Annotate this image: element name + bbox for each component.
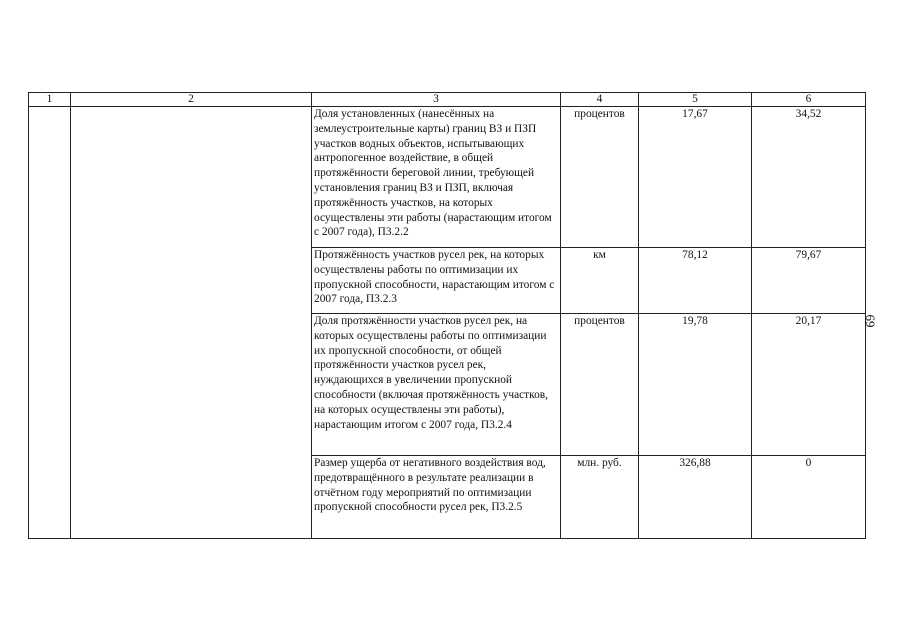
indicator-value-col6: 0 <box>752 456 866 539</box>
indicator-value-col5: 19,78 <box>639 314 752 456</box>
indicator-description: Размер ущерба от негативного воздействия вод, предотвращённого в результате реализации в отчётном году мероприятий по оптимизации пропускной способности русел рек, П3.2.5 <box>312 456 561 539</box>
header-col-4: 4 <box>561 93 639 107</box>
indicator-value-col6: 79,67 <box>752 248 866 314</box>
indicator-unit: процентов <box>561 314 639 456</box>
indicator-value-col6: 20,17 <box>752 314 866 456</box>
indicator-value-col6: 34,52 <box>752 107 866 248</box>
table-body <box>29 107 866 539</box>
cell-col-2 <box>71 107 312 539</box>
indicator-unit: км <box>561 248 639 314</box>
header-row <box>29 93 866 107</box>
table-header <box>29 93 866 107</box>
page-number: 69 <box>863 314 878 328</box>
indicator-unit: млн. руб. <box>561 456 639 539</box>
indicator-description: Доля установленных (нанесённых на землеустроительные карты) границ ВЗ и ПЗП участков водных объектов, испытывающих антропогенное воздействие, в общей протяжённости береговой линии, требующей установления границ ВЗ и ПЗП, включая протяжённость участков, на которых осуществлены эти работы (нарастающим итогом с 2007 года), П3.2.2 <box>312 107 561 248</box>
cell-col-1 <box>29 107 71 539</box>
indicator-value-col5: 78,12 <box>639 248 752 314</box>
header-col-6: 6 <box>752 93 866 107</box>
indicators-table <box>28 92 866 539</box>
header-col-3: 3 <box>312 93 561 107</box>
indicator-value-col5: 326,88 <box>639 456 752 539</box>
header-col-1: 1 <box>29 93 71 107</box>
header-col-5: 5 <box>639 93 752 107</box>
indicator-value-col5: 17,67 <box>639 107 752 248</box>
indicator-description: Доля протяжённости участков русел рек, на которых осуществлены работы по оптимизации их пропускной способности, от общей протяжённости участков русел рек, нуждающихся в увеличении пропускной способности (включая протяжённость участков, на которых осуществлены эти работы), нарастающим итогом с 2007 года, П3.2.4 <box>312 314 561 456</box>
header-col-2: 2 <box>71 93 312 107</box>
indicator-description: Протяжённость участков русел рек, на которых осуществлены работы по оптимизации их пропускной способности, нарастающим итогом с 2007 года, П3.2.3 <box>312 248 561 314</box>
table-row <box>29 107 866 248</box>
indicator-unit: процентов <box>561 107 639 248</box>
